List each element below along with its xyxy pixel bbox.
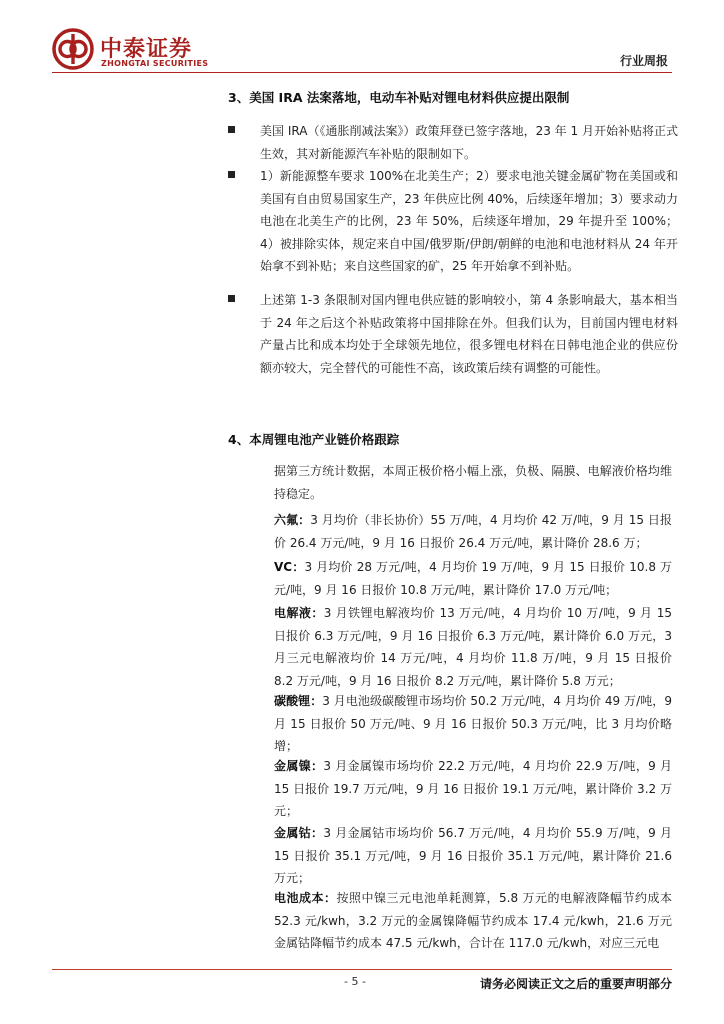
price-item-label: 六氟： [274,513,311,527]
intro-paragraph: 据第三方统计数据，本周正极价格小幅上涨，负极、隔膜、电解液价格均维持稳定。 [274,464,672,501]
logo-chinese-name: 中泰证券 [100,37,193,62]
price-item [274,556,672,601]
page-header [0,0,724,80]
footer-disclaimer: 请务必阅读正文之后的重要声明部分 [479,977,672,991]
logo-english-name: ZHONGTAI SECURITIES [101,59,209,68]
price-item [274,690,672,758]
price-item-text: 3 月铁锂电解液均价 13 万元/吨，4 月均价 10 万/吨，9 月 15 日报价 6.3 万元/吨，9 月 16 日报价 6.3 万元/吨，累计降价 6.0 万元，3 月三元电解液均价 14 万元/吨，4 月均价 11.8 万/吨，9 月 15 日报价 8.2 万元/吨，9 月 16 日报价 8.2 万元/吨，累计降价 5.8 万元； [274,606,672,688]
bullet-square-icon [228,171,235,178]
zhongtai-logo-icon [52,28,94,70]
price-item-label: 碳酸锂： [274,694,323,708]
bullet-square-icon [228,295,235,302]
bullet-text: 美国 IRA（《通胀削减法案》）政策拜登已签字落地，23 年 1 月开始补贴将正式生效，其对新能源汽车补贴的限制如下。 [260,124,678,161]
price-item-label: 电池成本： [274,891,337,905]
price-item [274,602,672,692]
price-item [274,509,672,554]
footer-divider [52,969,672,970]
price-item [274,887,672,955]
bullet-text: 上述第 1-3 条限制对国内锂电供应链的影响较小，第 4 条影响最大，基本相当于 24 年之后这个补贴政策将中国排除在外。但我们认为，目前国内锂电材料产量占比和成本均处于全球领先地位，很多锂电材料在日韩电池企业的供应份额亦较大，完全替代的可能性不高，该政策后续有调整的可能性。 [260,293,678,375]
price-item-text: 按照中镍三元电池单耗测算，5.8 万元的电解液降幅节约成本 52.3 元/kwh，3.2 万元的金属镍降幅节约成本 17.4 元/kwh，21.6 万元金属钴降幅节约成本 47.5 元/kwh，合计在 117.0 元/kwh，对应三元电 [274,891,672,950]
bullet-square-icon [228,126,235,133]
document-type: 行业周报 [619,54,668,68]
section-3-title: 3、美国 IRA 法案落地，电动车补贴对锂电材料供应提出限制 [228,90,570,105]
price-item-text: 3 月电池级碳酸锂市场均价 50.2 万元/吨，4 月均价 49 万/吨，9 月 15 日报价 50 万元/吨、9 月 16 日报价 50.3 万元/吨，比 3 月均价略增； [274,694,672,753]
bullet-text: 1）新能源整车要求 100%在北美生产；2）要求电池关键金属矿物在美国或和美国有自由贸易国家生产，23 年供应比例 40%，后续逐年增加；3）要求动力电池在北美生产的比例，23 年 50%，后续逐年增加，29 年提升至 100%；4）被排除实体，规定来自中国/俄罗斯/伊朗/朝鲜的电池和电池材料从 24 年开始拿不到补贴；来自这些国家的矿，25 年开始拿不到补贴。 [260,169,678,273]
price-item-text: 3 月金属镍市场均价 22.2 万元/吨，4 月均价 22.9 万/吨，9 月 15 日报价 19.7 万元/吨，9 月 16 日报价 19.1 万元/吨，累计降价 3.2 万元； [274,759,672,818]
price-item-text: 3 月金属钴市场均价 56.7 万元/吨，4 月均价 55.9 万/吨，9 月 15 日报价 35.1 万元/吨，9 月 16 日报价 35.1 万元/吨，累计降价 21.6 万元； [274,826,672,885]
header-divider [52,72,672,73]
price-item-text: 3 月均价（非长协价）55 万/吨，4 月均价 42 万/吨，9 月 15 日报价 26.4 万元/吨，9 月 16 日报价 26.4 万元/吨，累计降价 28.6 万； [274,513,672,550]
price-item-label: 金属钴： [274,826,324,840]
price-item [274,755,672,823]
section-4-title: 4、本周锂电池产业链价格跟踪 [228,432,400,447]
price-item-label: VC： [274,560,305,574]
company-logo [52,28,222,74]
price-item-text: 3 月均价 28 万元/吨，4 月均价 19 万/吨，9 月 15 日报价 10.8 万元/吨，9 月 16 日报价 10.8 万元/吨，累计降价 17.0 万元/吨； [274,560,672,597]
page-number: - 5 - [344,975,366,988]
price-item [274,822,672,890]
price-item-label: 电解液： [274,606,324,620]
price-item-label: 金属镍： [274,759,324,773]
